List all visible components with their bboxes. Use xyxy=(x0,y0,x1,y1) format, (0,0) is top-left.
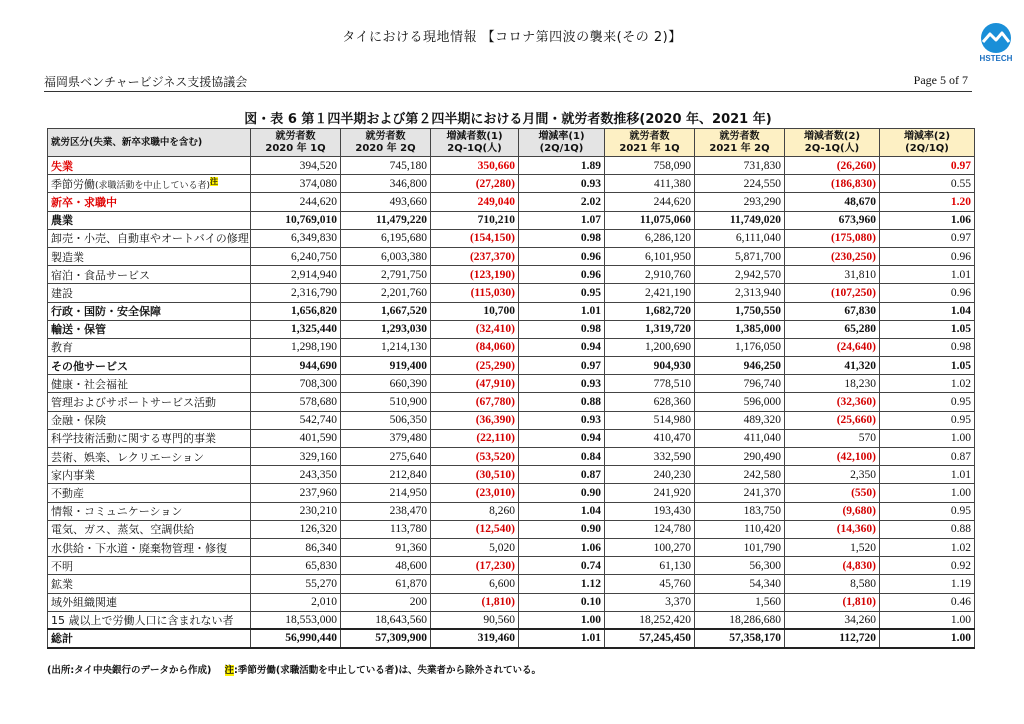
value-cell: 290,490 xyxy=(695,448,785,466)
value-cell: 18,286,680 xyxy=(695,611,785,629)
document-title: タイにおける現地情報 【コロナ第四波の襲来(その 2)】 xyxy=(342,30,682,45)
value-cell: 18,252,420 xyxy=(605,611,695,629)
table-row xyxy=(48,229,975,247)
value-cell: (32,410) xyxy=(431,320,519,338)
value-cell: 510,900 xyxy=(341,393,431,411)
value-cell: 0.55 xyxy=(880,175,975,193)
value-cell: 346,800 xyxy=(341,175,431,193)
value-cell: (36,390) xyxy=(431,411,519,429)
value-cell: 0.98 xyxy=(880,338,975,356)
value-cell: 212,840 xyxy=(341,466,431,484)
value-cell: 946,250 xyxy=(695,357,785,375)
table-row xyxy=(48,393,975,411)
value-cell: 0.87 xyxy=(880,448,975,466)
value-cell: 1.00 xyxy=(880,629,975,647)
value-cell: 1.89 xyxy=(519,157,605,175)
value-cell: 904,930 xyxy=(605,357,695,375)
value-cell: 394,520 xyxy=(251,157,341,175)
value-cell: 1,200,690 xyxy=(605,338,695,356)
value-cell: 61,870 xyxy=(341,575,431,593)
category-cell: 水供給・下水道・廃棄物管理・修復 xyxy=(48,538,251,556)
value-cell: (25,660) xyxy=(785,411,880,429)
table-row xyxy=(48,611,975,629)
value-cell: (186,830) xyxy=(785,175,880,193)
value-cell: 1,176,050 xyxy=(695,338,785,356)
value-cell: 240,230 xyxy=(605,466,695,484)
value-cell: 244,620 xyxy=(605,193,695,211)
category-cell: 教育 xyxy=(48,338,251,356)
value-cell: 18,553,000 xyxy=(251,611,341,629)
value-cell: 379,480 xyxy=(341,429,431,447)
value-cell: 1,667,520 xyxy=(341,302,431,320)
value-cell: 1,325,440 xyxy=(251,320,341,338)
column-header: 就労者数 2021 年 1Q xyxy=(605,129,695,157)
value-cell: 11,749,020 xyxy=(695,211,785,229)
hstech-logo xyxy=(978,22,1014,68)
category-cell: 失業 xyxy=(48,157,251,175)
value-cell: 2,942,570 xyxy=(695,266,785,284)
value-cell: (14,360) xyxy=(785,520,880,538)
value-cell: (53,520) xyxy=(431,448,519,466)
value-cell: 34,260 xyxy=(785,611,880,629)
table-row xyxy=(48,575,975,593)
table-row xyxy=(48,247,975,265)
value-cell: 0.96 xyxy=(880,247,975,265)
value-cell: (4,830) xyxy=(785,557,880,575)
page-header xyxy=(44,73,968,89)
value-cell: 41,320 xyxy=(785,357,880,375)
value-cell: 0.95 xyxy=(880,411,975,429)
table-row xyxy=(48,175,975,193)
logo-text: HSTECH xyxy=(979,54,1013,63)
category-cell: 製造業 xyxy=(48,247,251,265)
value-cell: (17,230) xyxy=(431,557,519,575)
table-row xyxy=(48,266,975,284)
value-cell: 57,245,450 xyxy=(605,629,695,647)
table-row xyxy=(48,320,975,338)
value-cell: 542,740 xyxy=(251,411,341,429)
table-row xyxy=(48,429,975,447)
value-cell: (32,360) xyxy=(785,393,880,411)
table-header-row xyxy=(48,129,975,157)
value-cell: 2,313,940 xyxy=(695,284,785,302)
column-header: 就労者数 2021 年 2Q xyxy=(695,129,785,157)
value-cell: (1,810) xyxy=(785,593,880,611)
category-cell: 不明 xyxy=(48,557,251,575)
value-cell: 100,270 xyxy=(605,538,695,556)
value-cell: 578,680 xyxy=(251,393,341,411)
value-cell: 1.02 xyxy=(880,538,975,556)
column-header: 増減者数(1) 2Q-1Q(人) xyxy=(431,129,519,157)
value-cell: (22,110) xyxy=(431,429,519,447)
value-cell: 101,790 xyxy=(695,538,785,556)
value-cell: 6,286,120 xyxy=(605,229,695,247)
table-row xyxy=(48,593,975,611)
value-cell: 0.90 xyxy=(519,520,605,538)
value-cell: (67,780) xyxy=(431,393,519,411)
value-cell: 628,360 xyxy=(605,393,695,411)
table-row xyxy=(48,411,975,429)
value-cell: 1.19 xyxy=(880,575,975,593)
value-cell: 1,520 xyxy=(785,538,880,556)
table-row xyxy=(48,284,975,302)
table-row xyxy=(48,520,975,538)
value-cell: 243,350 xyxy=(251,466,341,484)
category-cell: 新卒・求職中 xyxy=(48,193,251,211)
column-header: 増減者数(2) 2Q-1Q(人) xyxy=(785,129,880,157)
value-cell: 708,300 xyxy=(251,375,341,393)
column-header: 増減率(1) (2Q/1Q) xyxy=(519,129,605,157)
value-cell: 183,750 xyxy=(695,502,785,520)
column-header: 増減率(2) (2Q/1Q) xyxy=(880,129,975,157)
value-cell: 57,309,900 xyxy=(341,629,431,647)
value-cell: 1,750,550 xyxy=(695,302,785,320)
column-header: 就労者数 2020 年 2Q xyxy=(341,129,431,157)
value-cell: 1,682,720 xyxy=(605,302,695,320)
value-cell: 673,960 xyxy=(785,211,880,229)
value-cell: (27,280) xyxy=(431,175,519,193)
value-cell: 401,590 xyxy=(251,429,341,447)
value-cell: 0.97 xyxy=(880,157,975,175)
category-cell: 行政・国防・安全保障 xyxy=(48,302,251,320)
value-cell: 65,830 xyxy=(251,557,341,575)
value-cell: 31,810 xyxy=(785,266,880,284)
value-cell: (9,680) xyxy=(785,502,880,520)
value-cell: 410,470 xyxy=(605,429,695,447)
value-cell: 1.01 xyxy=(880,466,975,484)
category-cell: 季節労働(求職活動を中止している者)$^注$ xyxy=(48,175,251,193)
value-cell: 2,910,760 xyxy=(605,266,695,284)
value-cell: 944,690 xyxy=(251,357,341,375)
category-cell: 芸術、娯楽、レクリエーション xyxy=(48,448,251,466)
value-cell: (26,260) xyxy=(785,157,880,175)
value-cell: 1.05 xyxy=(880,357,975,375)
value-cell: 61,130 xyxy=(605,557,695,575)
value-cell: 1,656,820 xyxy=(251,302,341,320)
value-cell: 1.04 xyxy=(519,502,605,520)
value-cell: 112,720 xyxy=(785,629,880,647)
category-cell: 輸送・保管 xyxy=(48,320,251,338)
value-cell: 2,791,750 xyxy=(341,266,431,284)
value-cell: 86,340 xyxy=(251,538,341,556)
value-cell: 11,075,060 xyxy=(605,211,695,229)
value-cell: 1.00 xyxy=(880,611,975,629)
value-cell: 350,660 xyxy=(431,157,519,175)
value-cell: 1,319,720 xyxy=(605,320,695,338)
value-cell: (1,810) xyxy=(431,593,519,611)
value-cell: 570 xyxy=(785,429,880,447)
table-footnote xyxy=(47,662,975,676)
value-cell: 3,370 xyxy=(605,593,695,611)
value-cell: 1,298,190 xyxy=(251,338,341,356)
value-cell: 10,700 xyxy=(431,302,519,320)
value-cell: 6,101,950 xyxy=(605,247,695,265)
value-cell: 200 xyxy=(341,593,431,611)
value-cell: 65,280 xyxy=(785,320,880,338)
value-cell: 493,660 xyxy=(341,193,431,211)
value-cell: 411,380 xyxy=(605,175,695,193)
organization-name: 福岡県ベンチャービジネス支援協議会 xyxy=(44,75,248,89)
value-cell: 2,201,760 xyxy=(341,284,431,302)
value-cell: 242,580 xyxy=(695,466,785,484)
value-cell: 2.02 xyxy=(519,193,605,211)
table-row xyxy=(48,157,975,175)
page-number: Page 5 of 7 xyxy=(913,73,968,87)
value-cell: 0.96 xyxy=(880,284,975,302)
category-cell: 健康・社会福祉 xyxy=(48,375,251,393)
value-cell: 5,020 xyxy=(431,538,519,556)
value-cell: 0.90 xyxy=(519,484,605,502)
value-cell: 0.95 xyxy=(880,502,975,520)
value-cell: 275,640 xyxy=(341,448,431,466)
value-cell: 2,010 xyxy=(251,593,341,611)
value-cell: 778,510 xyxy=(605,375,695,393)
table-row xyxy=(48,211,975,229)
value-cell: 249,040 xyxy=(431,193,519,211)
category-cell: 総計 xyxy=(48,629,251,647)
value-cell: 238,470 xyxy=(341,502,431,520)
value-cell: 67,830 xyxy=(785,302,880,320)
value-cell: 241,370 xyxy=(695,484,785,502)
value-cell: 0.46 xyxy=(880,593,975,611)
value-cell: 0.98 xyxy=(519,229,605,247)
value-cell: 91,360 xyxy=(341,538,431,556)
category-cell: 不動産 xyxy=(48,484,251,502)
value-cell: (237,370) xyxy=(431,247,519,265)
category-cell: 宿泊・食品サービス xyxy=(48,266,251,284)
value-cell: 5,871,700 xyxy=(695,247,785,265)
value-cell: 214,950 xyxy=(341,484,431,502)
value-cell: (115,030) xyxy=(431,284,519,302)
value-cell: 54,340 xyxy=(695,575,785,593)
value-cell: 710,210 xyxy=(431,211,519,229)
value-cell: 0.94 xyxy=(519,429,605,447)
value-cell: 1.07 xyxy=(519,211,605,229)
category-cell: 科学技術活動に関する専門的事業 xyxy=(48,429,251,447)
value-cell: 1.04 xyxy=(880,302,975,320)
value-cell: 411,040 xyxy=(695,429,785,447)
value-cell: 1.00 xyxy=(880,429,975,447)
value-cell: (42,100) xyxy=(785,448,880,466)
source-note: (出所:タイ中央銀行のデータから作成) xyxy=(47,665,212,676)
value-cell: 514,980 xyxy=(605,411,695,429)
column-header: 就労者数 2020 年 1Q xyxy=(251,129,341,157)
category-cell: その他サービス xyxy=(48,357,251,375)
header-divider xyxy=(44,91,972,92)
note-text: :季節労働(求職活動を中止している者)は、失業者から除外されている。 xyxy=(234,665,542,676)
value-cell: 0.92 xyxy=(880,557,975,575)
value-cell: 10,769,010 xyxy=(251,211,341,229)
value-cell: (24,640) xyxy=(785,338,880,356)
value-cell: 48,670 xyxy=(785,193,880,211)
value-cell: 506,350 xyxy=(341,411,431,429)
value-cell: 113,780 xyxy=(341,520,431,538)
value-cell: 1.06 xyxy=(519,538,605,556)
value-cell: 0.97 xyxy=(519,357,605,375)
value-cell: 1,385,000 xyxy=(695,320,785,338)
value-cell: 293,290 xyxy=(695,193,785,211)
value-cell: 1.01 xyxy=(519,302,605,320)
value-cell: 18,230 xyxy=(785,375,880,393)
value-cell: (23,010) xyxy=(431,484,519,502)
value-cell: (12,540) xyxy=(431,520,519,538)
value-cell: 0.93 xyxy=(519,375,605,393)
value-cell: 319,460 xyxy=(431,629,519,647)
table-row xyxy=(48,375,975,393)
value-cell: 1.00 xyxy=(519,611,605,629)
note-label: 注 xyxy=(224,665,235,676)
table-row xyxy=(48,357,975,375)
value-cell: 596,000 xyxy=(695,393,785,411)
value-cell: 660,390 xyxy=(341,375,431,393)
value-cell: 0.87 xyxy=(519,466,605,484)
table-row xyxy=(48,484,975,502)
value-cell: 919,400 xyxy=(341,357,431,375)
value-cell: 1.01 xyxy=(880,266,975,284)
figure-title: 図・表 6 第１四半期および第２四半期における月間・就労者数推移(2020 年、2021 年) xyxy=(244,112,772,127)
value-cell: 0.95 xyxy=(519,284,605,302)
category-cell: 情報・コミュニケーション xyxy=(48,502,251,520)
value-cell: (230,250) xyxy=(785,247,880,265)
value-cell: (47,910) xyxy=(431,375,519,393)
table-body xyxy=(48,157,975,648)
value-cell: 8,260 xyxy=(431,502,519,520)
value-cell: 1,560 xyxy=(695,593,785,611)
value-cell: 1.00 xyxy=(880,484,975,502)
value-cell: 1.02 xyxy=(880,375,975,393)
value-cell: 18,643,560 xyxy=(341,611,431,629)
value-cell: 758,090 xyxy=(605,157,695,175)
value-cell: 0.10 xyxy=(519,593,605,611)
value-cell: (25,290) xyxy=(431,357,519,375)
table-row xyxy=(48,538,975,556)
value-cell: 0.84 xyxy=(519,448,605,466)
value-cell: 126,320 xyxy=(251,520,341,538)
table-row xyxy=(48,448,975,466)
value-cell: 0.88 xyxy=(519,393,605,411)
category-cell: 建設 xyxy=(48,284,251,302)
value-cell: 1.05 xyxy=(880,320,975,338)
value-cell: 332,590 xyxy=(605,448,695,466)
value-cell: 489,320 xyxy=(695,411,785,429)
value-cell: 2,350 xyxy=(785,466,880,484)
value-cell: 1,293,030 xyxy=(341,320,431,338)
value-cell: 230,210 xyxy=(251,502,341,520)
value-cell: 0.96 xyxy=(519,266,605,284)
value-cell: 0.95 xyxy=(880,393,975,411)
category-cell: 卸売・小売、自動車やオートバイの修理 xyxy=(48,229,251,247)
value-cell: 6,600 xyxy=(431,575,519,593)
value-cell: 8,580 xyxy=(785,575,880,593)
table-row xyxy=(48,466,975,484)
value-cell: 6,349,830 xyxy=(251,229,341,247)
value-cell: 237,960 xyxy=(251,484,341,502)
logo-mark-icon xyxy=(978,22,1014,54)
category-cell: 農業 xyxy=(48,211,251,229)
value-cell: (550) xyxy=(785,484,880,502)
table-row xyxy=(48,557,975,575)
column-header: 就労区分(失業、新卒求職中を含む) xyxy=(48,129,251,157)
value-cell: (154,150) xyxy=(431,229,519,247)
table-row xyxy=(48,629,975,647)
category-cell: 15 歳以上で労働人口に含まれない者 xyxy=(48,611,251,629)
value-cell: 2,914,940 xyxy=(251,266,341,284)
value-cell: 110,420 xyxy=(695,520,785,538)
category-cell: 家内事業 xyxy=(48,466,251,484)
value-cell: 11,479,220 xyxy=(341,211,431,229)
value-cell: 6,195,680 xyxy=(341,229,431,247)
value-cell: (107,250) xyxy=(785,284,880,302)
value-cell: 1.20 xyxy=(880,193,975,211)
value-cell: 2,316,790 xyxy=(251,284,341,302)
table-row xyxy=(48,193,975,211)
value-cell: 1.06 xyxy=(880,211,975,229)
value-cell: 745,180 xyxy=(341,157,431,175)
value-cell: 0.98 xyxy=(519,320,605,338)
value-cell: (123,190) xyxy=(431,266,519,284)
value-cell: 731,830 xyxy=(695,157,785,175)
value-cell: 48,600 xyxy=(341,557,431,575)
value-cell: 0.94 xyxy=(519,338,605,356)
value-cell: 2,421,190 xyxy=(605,284,695,302)
value-cell: 1.01 xyxy=(519,629,605,647)
category-cell: 鉱業 xyxy=(48,575,251,593)
category-cell: 管理およびサポートサービス活動 xyxy=(48,393,251,411)
value-cell: 0.93 xyxy=(519,175,605,193)
category-cell: 域外組織関連 xyxy=(48,593,251,611)
value-cell: 193,430 xyxy=(605,502,695,520)
value-cell: 45,760 xyxy=(605,575,695,593)
value-cell: 374,080 xyxy=(251,175,341,193)
value-cell: 1,214,130 xyxy=(341,338,431,356)
value-cell: 0.97 xyxy=(880,229,975,247)
value-cell: 0.96 xyxy=(519,247,605,265)
value-cell: 241,920 xyxy=(605,484,695,502)
value-cell: 224,550 xyxy=(695,175,785,193)
value-cell: (175,080) xyxy=(785,229,880,247)
table-row xyxy=(48,502,975,520)
value-cell: (30,510) xyxy=(431,466,519,484)
value-cell: 0.93 xyxy=(519,411,605,429)
value-cell: 6,240,750 xyxy=(251,247,341,265)
value-cell: 1.12 xyxy=(519,575,605,593)
value-cell: 56,300 xyxy=(695,557,785,575)
value-cell: 6,003,380 xyxy=(341,247,431,265)
value-cell: 6,111,040 xyxy=(695,229,785,247)
value-cell: 124,780 xyxy=(605,520,695,538)
value-cell: 90,560 xyxy=(431,611,519,629)
value-cell: 56,990,440 xyxy=(251,629,341,647)
value-cell: 0.74 xyxy=(519,557,605,575)
value-cell: 55,270 xyxy=(251,575,341,593)
value-cell: 57,358,170 xyxy=(695,629,785,647)
value-cell: 0.88 xyxy=(880,520,975,538)
value-cell: 244,620 xyxy=(251,193,341,211)
table-row xyxy=(48,338,975,356)
employment-table xyxy=(47,128,975,649)
table-row xyxy=(48,302,975,320)
value-cell: (84,060) xyxy=(431,338,519,356)
value-cell: 329,160 xyxy=(251,448,341,466)
category-cell: 金融・保険 xyxy=(48,411,251,429)
value-cell: 796,740 xyxy=(695,375,785,393)
category-cell: 電気、ガス、蒸気、空調供給 xyxy=(48,520,251,538)
